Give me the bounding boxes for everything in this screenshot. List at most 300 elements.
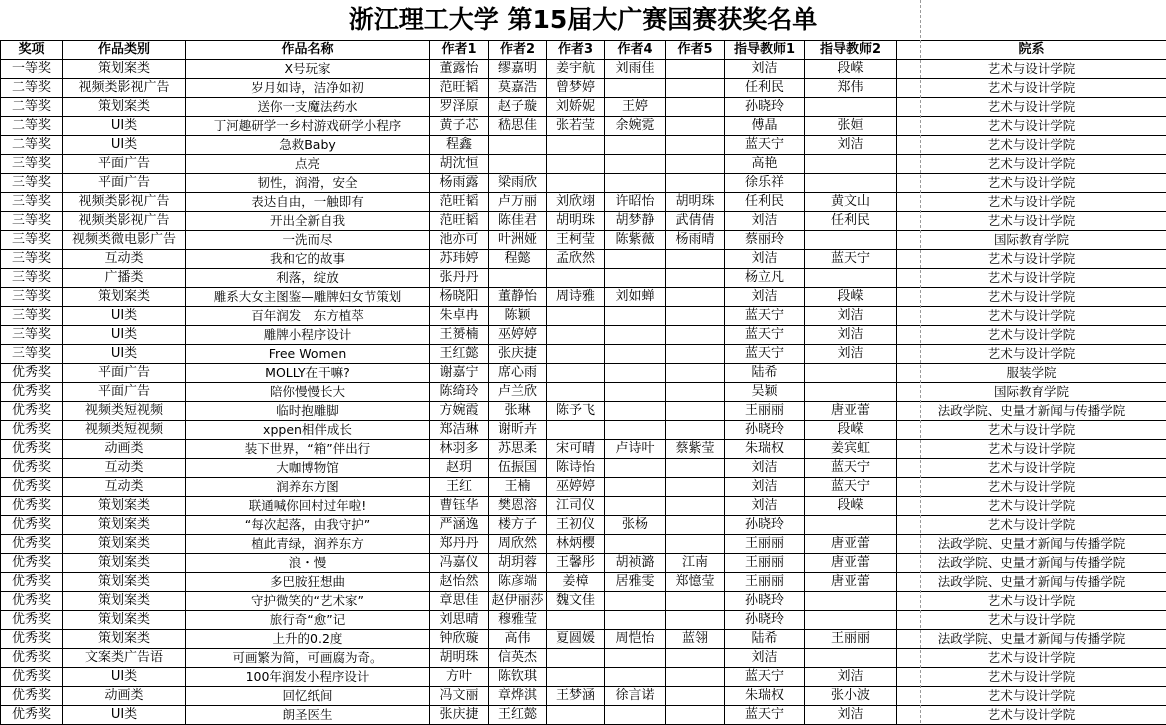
advisor2-cell[interactable] bbox=[805, 383, 897, 402]
award-cell[interactable]: 三等奖 bbox=[1, 212, 63, 231]
table-row[interactable] bbox=[1, 269, 1166, 288]
author2-cell[interactable]: 嵇思佳 bbox=[489, 117, 547, 136]
advisor2-cell[interactable]: 刘洁 bbox=[805, 668, 897, 687]
author1-cell[interactable]: 胡明珠 bbox=[430, 649, 489, 668]
author4-cell[interactable]: 徐言诺 bbox=[605, 687, 666, 706]
author1-cell[interactable]: 郑洁琳 bbox=[430, 421, 489, 440]
author1-cell[interactable]: 范旺韬 bbox=[430, 79, 489, 98]
author1-cell[interactable]: 方叶 bbox=[430, 668, 489, 687]
work-title-cell[interactable]: 浪・慢 bbox=[186, 554, 430, 573]
author3-cell[interactable]: 江司仪 bbox=[547, 497, 605, 516]
author5-cell[interactable] bbox=[666, 649, 725, 668]
author4-cell[interactable] bbox=[605, 269, 666, 288]
award-cell[interactable]: 优秀奖 bbox=[1, 402, 63, 421]
column-header[interactable]: 作者2 bbox=[489, 41, 547, 60]
advisor2-cell[interactable]: 唐亚蕾 bbox=[805, 554, 897, 573]
department-cell[interactable]: 艺术与设计学院 bbox=[897, 497, 1166, 516]
author4-cell[interactable] bbox=[605, 478, 666, 497]
author3-cell[interactable] bbox=[547, 383, 605, 402]
table-row[interactable] bbox=[1, 459, 1166, 478]
advisor2-cell[interactable] bbox=[805, 231, 897, 250]
table-row[interactable] bbox=[1, 155, 1166, 174]
work-title-cell[interactable]: 一洗而尽 bbox=[186, 231, 430, 250]
work-title-cell[interactable]: X号玩家 bbox=[186, 60, 430, 79]
author1-cell[interactable]: 胡沈恒 bbox=[430, 155, 489, 174]
author3-cell[interactable]: 刘欣翊 bbox=[547, 193, 605, 212]
author1-cell[interactable]: 陈绮玲 bbox=[430, 383, 489, 402]
author5-cell[interactable] bbox=[666, 706, 725, 725]
advisor1-cell[interactable]: 王丽丽 bbox=[725, 554, 805, 573]
table-row[interactable] bbox=[1, 250, 1166, 269]
advisor1-cell[interactable]: 刘洁 bbox=[725, 459, 805, 478]
advisor1-cell[interactable]: 蓝天宁 bbox=[725, 345, 805, 364]
author1-cell[interactable]: 范旺韬 bbox=[430, 212, 489, 231]
category-cell[interactable]: 策划案类 bbox=[63, 288, 186, 307]
author3-cell[interactable]: 王梦涵 bbox=[547, 687, 605, 706]
advisor1-cell[interactable]: 高艳 bbox=[725, 155, 805, 174]
advisor2-cell[interactable] bbox=[805, 516, 897, 535]
advisor1-cell[interactable]: 孙晓玲 bbox=[725, 98, 805, 117]
table-row[interactable] bbox=[1, 535, 1166, 554]
award-cell[interactable]: 优秀奖 bbox=[1, 687, 63, 706]
table-row[interactable] bbox=[1, 611, 1166, 630]
author5-cell[interactable]: 武倩倩 bbox=[666, 212, 725, 231]
author2-cell[interactable]: 楼方子 bbox=[489, 516, 547, 535]
table-row[interactable] bbox=[1, 79, 1166, 98]
author5-cell[interactable] bbox=[666, 592, 725, 611]
award-cell[interactable]: 三等奖 bbox=[1, 250, 63, 269]
category-cell[interactable]: 平面广告 bbox=[63, 174, 186, 193]
author2-cell[interactable]: 王楠 bbox=[489, 478, 547, 497]
author3-cell[interactable]: 孟欣然 bbox=[547, 250, 605, 269]
column-header[interactable]: 作者5 bbox=[666, 41, 725, 60]
award-cell[interactable]: 优秀奖 bbox=[1, 630, 63, 649]
advisor2-cell[interactable] bbox=[805, 269, 897, 288]
author3-cell[interactable] bbox=[547, 136, 605, 155]
category-cell[interactable]: 视频类微电影广告 bbox=[63, 231, 186, 250]
award-cell[interactable]: 三等奖 bbox=[1, 345, 63, 364]
author2-cell[interactable]: 苏思柔 bbox=[489, 440, 547, 459]
author1-cell[interactable]: 钟欣璇 bbox=[430, 630, 489, 649]
author1-cell[interactable]: 冯嘉仪 bbox=[430, 554, 489, 573]
award-cell[interactable]: 三等奖 bbox=[1, 326, 63, 345]
column-header[interactable]: 作者3 bbox=[547, 41, 605, 60]
author5-cell[interactable] bbox=[666, 497, 725, 516]
author1-cell[interactable]: 黄子芯 bbox=[430, 117, 489, 136]
department-cell[interactable]: 艺术与设计学院 bbox=[897, 250, 1166, 269]
work-title-cell[interactable]: 植此青绿，润养东方 bbox=[186, 535, 430, 554]
author4-cell[interactable] bbox=[605, 649, 666, 668]
category-cell[interactable]: 策划案类 bbox=[63, 535, 186, 554]
author1-cell[interactable]: 赵怡然 bbox=[430, 573, 489, 592]
author4-cell[interactable] bbox=[605, 155, 666, 174]
column-header[interactable]: 指导教师2 bbox=[805, 41, 897, 60]
author2-cell[interactable]: 张庆捷 bbox=[489, 345, 547, 364]
author5-cell[interactable] bbox=[666, 60, 725, 79]
award-cell[interactable]: 三等奖 bbox=[1, 307, 63, 326]
table-row[interactable] bbox=[1, 364, 1166, 383]
category-cell[interactable]: 策划案类 bbox=[63, 592, 186, 611]
author3-cell[interactable]: 姜樟 bbox=[547, 573, 605, 592]
author1-cell[interactable]: 冯文丽 bbox=[430, 687, 489, 706]
award-cell[interactable]: 一等奖 bbox=[1, 60, 63, 79]
work-title-cell[interactable]: “每次起落，由我守护” bbox=[186, 516, 430, 535]
category-cell[interactable]: 文案类广告语 bbox=[63, 649, 186, 668]
work-title-cell[interactable]: 开出全新自我 bbox=[186, 212, 430, 231]
award-cell[interactable]: 三等奖 bbox=[1, 231, 63, 250]
author5-cell[interactable] bbox=[666, 687, 725, 706]
category-cell[interactable]: UI类 bbox=[63, 136, 186, 155]
table-row[interactable] bbox=[1, 687, 1166, 706]
author4-cell[interactable]: 刘雨佳 bbox=[605, 60, 666, 79]
author2-cell[interactable]: 穆雅莹 bbox=[489, 611, 547, 630]
advisor2-cell[interactable]: 蓝天宁 bbox=[805, 250, 897, 269]
advisor1-cell[interactable]: 刘洁 bbox=[725, 60, 805, 79]
department-cell[interactable]: 艺术与设计学院 bbox=[897, 611, 1166, 630]
author2-cell[interactable]: 高伟 bbox=[489, 630, 547, 649]
work-title-cell[interactable]: 润养东方图 bbox=[186, 478, 430, 497]
advisor2-cell[interactable]: 唐亚蕾 bbox=[805, 535, 897, 554]
work-title-cell[interactable]: 我和它的故事 bbox=[186, 250, 430, 269]
department-cell[interactable]: 艺术与设计学院 bbox=[897, 307, 1166, 326]
advisor2-cell[interactable]: 段嵘 bbox=[805, 421, 897, 440]
advisor1-cell[interactable]: 孙晓玲 bbox=[725, 516, 805, 535]
work-title-cell[interactable]: 回忆纸间 bbox=[186, 687, 430, 706]
advisor2-cell[interactable]: 唐亚蕾 bbox=[805, 402, 897, 421]
department-cell[interactable]: 艺术与设计学院 bbox=[897, 212, 1166, 231]
category-cell[interactable]: 动画类 bbox=[63, 440, 186, 459]
advisor1-cell[interactable]: 徐乐祥 bbox=[725, 174, 805, 193]
department-cell[interactable]: 艺术与设计学院 bbox=[897, 269, 1166, 288]
column-header[interactable]: 作者4 bbox=[605, 41, 666, 60]
author3-cell[interactable]: 张若莹 bbox=[547, 117, 605, 136]
category-cell[interactable]: UI类 bbox=[63, 345, 186, 364]
author1-cell[interactable]: 杨晓阳 bbox=[430, 288, 489, 307]
work-title-cell[interactable]: 急救Baby bbox=[186, 136, 430, 155]
author1-cell[interactable]: 谢嘉宁 bbox=[430, 364, 489, 383]
table-row[interactable] bbox=[1, 573, 1166, 592]
author3-cell[interactable]: 曾梦婷 bbox=[547, 79, 605, 98]
department-cell[interactable]: 艺术与设计学院 bbox=[897, 478, 1166, 497]
author3-cell[interactable] bbox=[547, 421, 605, 440]
advisor1-cell[interactable]: 朱瑞权 bbox=[725, 687, 805, 706]
table-row[interactable] bbox=[1, 478, 1166, 497]
author5-cell[interactable]: 蓝翎 bbox=[666, 630, 725, 649]
category-cell[interactable]: 视频类影视广告 bbox=[63, 193, 186, 212]
author2-cell[interactable] bbox=[489, 269, 547, 288]
author4-cell[interactable] bbox=[605, 79, 666, 98]
work-title-cell[interactable]: 临时抱雕脚 bbox=[186, 402, 430, 421]
work-title-cell[interactable]: 百年润发 东方植萃 bbox=[186, 307, 430, 326]
category-cell[interactable]: UI类 bbox=[63, 326, 186, 345]
work-title-cell[interactable]: 雕系大女主图鉴—雕牌妇女节策划 bbox=[186, 288, 430, 307]
category-cell[interactable]: UI类 bbox=[63, 668, 186, 687]
advisor1-cell[interactable]: 刘洁 bbox=[725, 288, 805, 307]
author3-cell[interactable] bbox=[547, 706, 605, 725]
author2-cell[interactable]: 谢昕卉 bbox=[489, 421, 547, 440]
column-header[interactable]: 院系 bbox=[897, 41, 1166, 60]
author2-cell[interactable]: 卢万丽 bbox=[489, 193, 547, 212]
advisor2-cell[interactable]: 王丽丽 bbox=[805, 630, 897, 649]
award-cell[interactable]: 优秀奖 bbox=[1, 383, 63, 402]
author5-cell[interactable]: 江南 bbox=[666, 554, 725, 573]
author2-cell[interactable] bbox=[489, 155, 547, 174]
department-cell[interactable]: 艺术与设计学院 bbox=[897, 649, 1166, 668]
work-title-cell[interactable]: 上升的0.2度 bbox=[186, 630, 430, 649]
author3-cell[interactable]: 林炳樱 bbox=[547, 535, 605, 554]
table-row[interactable] bbox=[1, 592, 1166, 611]
category-cell[interactable]: 平面广告 bbox=[63, 364, 186, 383]
work-title-cell[interactable]: 送你一支魔法药水 bbox=[186, 98, 430, 117]
advisor2-cell[interactable] bbox=[805, 98, 897, 117]
author3-cell[interactable]: 王初仪 bbox=[547, 516, 605, 535]
category-cell[interactable]: 平面广告 bbox=[63, 155, 186, 174]
advisor1-cell[interactable]: 朱瑞权 bbox=[725, 440, 805, 459]
advisor1-cell[interactable]: 孙晓玲 bbox=[725, 592, 805, 611]
advisor1-cell[interactable]: 任利民 bbox=[725, 193, 805, 212]
table-row[interactable] bbox=[1, 345, 1166, 364]
author5-cell[interactable]: 郑憶莹 bbox=[666, 573, 725, 592]
author4-cell[interactable] bbox=[605, 668, 666, 687]
advisor1-cell[interactable]: 王丽丽 bbox=[725, 402, 805, 421]
author3-cell[interactable]: 王柯莹 bbox=[547, 231, 605, 250]
author1-cell[interactable]: 苏玮婷 bbox=[430, 250, 489, 269]
work-title-cell[interactable]: 装下世界，“箱”伴出行 bbox=[186, 440, 430, 459]
department-cell[interactable]: 法政学院、史量才新闻与传播学院 bbox=[897, 630, 1166, 649]
department-cell[interactable]: 法政学院、史量才新闻与传播学院 bbox=[897, 402, 1166, 421]
author5-cell[interactable] bbox=[666, 668, 725, 687]
author4-cell[interactable] bbox=[605, 706, 666, 725]
author3-cell[interactable] bbox=[547, 155, 605, 174]
author2-cell[interactable]: 陈颖 bbox=[489, 307, 547, 326]
author4-cell[interactable]: 王婷 bbox=[605, 98, 666, 117]
column-header[interactable]: 作品类别 bbox=[63, 41, 186, 60]
author3-cell[interactable] bbox=[547, 307, 605, 326]
advisor1-cell[interactable]: 杨立凡 bbox=[725, 269, 805, 288]
author1-cell[interactable]: 董露怡 bbox=[430, 60, 489, 79]
table-row[interactable] bbox=[1, 60, 1166, 79]
advisor1-cell[interactable]: 孙晓玲 bbox=[725, 611, 805, 630]
author5-cell[interactable] bbox=[666, 269, 725, 288]
table-row[interactable] bbox=[1, 668, 1166, 687]
author4-cell[interactable] bbox=[605, 421, 666, 440]
author4-cell[interactable] bbox=[605, 307, 666, 326]
author5-cell[interactable] bbox=[666, 402, 725, 421]
author2-cell[interactable]: 缪嘉明 bbox=[489, 60, 547, 79]
advisor2-cell[interactable]: 蓝天宁 bbox=[805, 459, 897, 478]
department-cell[interactable]: 艺术与设计学院 bbox=[897, 60, 1166, 79]
author5-cell[interactable] bbox=[666, 364, 725, 383]
award-cell[interactable]: 优秀奖 bbox=[1, 421, 63, 440]
author1-cell[interactable]: 罗泽原 bbox=[430, 98, 489, 117]
category-cell[interactable]: 视频类影视广告 bbox=[63, 212, 186, 231]
author1-cell[interactable]: 王红懿 bbox=[430, 345, 489, 364]
author5-cell[interactable] bbox=[666, 535, 725, 554]
department-cell[interactable]: 艺术与设计学院 bbox=[897, 421, 1166, 440]
author2-cell[interactable]: 叶洲娅 bbox=[489, 231, 547, 250]
table-row[interactable] bbox=[1, 288, 1166, 307]
table-row[interactable] bbox=[1, 497, 1166, 516]
author5-cell[interactable] bbox=[666, 307, 725, 326]
award-cell[interactable]: 优秀奖 bbox=[1, 364, 63, 383]
author4-cell[interactable] bbox=[605, 592, 666, 611]
advisor2-cell[interactable]: 蓝天宁 bbox=[805, 478, 897, 497]
author1-cell[interactable]: 刘思晴 bbox=[430, 611, 489, 630]
author2-cell[interactable]: 程懿 bbox=[489, 250, 547, 269]
advisor2-cell[interactable]: 姜宾虹 bbox=[805, 440, 897, 459]
department-cell[interactable]: 艺术与设计学院 bbox=[897, 668, 1166, 687]
advisor1-cell[interactable]: 蔡丽玲 bbox=[725, 231, 805, 250]
author5-cell[interactable] bbox=[666, 136, 725, 155]
department-cell[interactable]: 艺术与设计学院 bbox=[897, 592, 1166, 611]
advisor2-cell[interactable] bbox=[805, 155, 897, 174]
author2-cell[interactable]: 梁雨欣 bbox=[489, 174, 547, 193]
author5-cell[interactable] bbox=[666, 383, 725, 402]
author3-cell[interactable] bbox=[547, 611, 605, 630]
award-cell[interactable]: 优秀奖 bbox=[1, 440, 63, 459]
award-cell[interactable]: 优秀奖 bbox=[1, 478, 63, 497]
award-cell[interactable]: 三等奖 bbox=[1, 269, 63, 288]
category-cell[interactable]: 互动类 bbox=[63, 478, 186, 497]
department-cell[interactable]: 艺术与设计学院 bbox=[897, 98, 1166, 117]
author5-cell[interactable] bbox=[666, 98, 725, 117]
author4-cell[interactable] bbox=[605, 402, 666, 421]
author1-cell[interactable]: 方婉霞 bbox=[430, 402, 489, 421]
table-row[interactable] bbox=[1, 231, 1166, 250]
department-cell[interactable]: 艺术与设计学院 bbox=[897, 174, 1166, 193]
advisor2-cell[interactable]: 张姮 bbox=[805, 117, 897, 136]
table-row[interactable] bbox=[1, 649, 1166, 668]
award-cell[interactable]: 优秀奖 bbox=[1, 706, 63, 725]
author4-cell[interactable]: 许昭怡 bbox=[605, 193, 666, 212]
department-cell[interactable]: 艺术与设计学院 bbox=[897, 687, 1166, 706]
author2-cell[interactable]: 王红懿 bbox=[489, 706, 547, 725]
work-title-cell[interactable]: 守护微笑的“艺术家” bbox=[186, 592, 430, 611]
table-row[interactable] bbox=[1, 193, 1166, 212]
author1-cell[interactable]: 朱卓冉 bbox=[430, 307, 489, 326]
award-cell[interactable]: 二等奖 bbox=[1, 117, 63, 136]
author2-cell[interactable]: 席心雨 bbox=[489, 364, 547, 383]
work-title-cell[interactable]: 利落，绽放 bbox=[186, 269, 430, 288]
category-cell[interactable]: 互动类 bbox=[63, 459, 186, 478]
advisor1-cell[interactable]: 吴颖 bbox=[725, 383, 805, 402]
author3-cell[interactable] bbox=[547, 174, 605, 193]
author1-cell[interactable]: 杨雨露 bbox=[430, 174, 489, 193]
work-title-cell[interactable]: MOLLY在干嘛? bbox=[186, 364, 430, 383]
column-header[interactable]: 指导教师1 bbox=[725, 41, 805, 60]
author4-cell[interactable] bbox=[605, 611, 666, 630]
advisor2-cell[interactable]: 刘洁 bbox=[805, 136, 897, 155]
award-cell[interactable]: 优秀奖 bbox=[1, 668, 63, 687]
award-cell[interactable]: 二等奖 bbox=[1, 98, 63, 117]
author5-cell[interactable] bbox=[666, 117, 725, 136]
work-title-cell[interactable]: xppen相伴成长 bbox=[186, 421, 430, 440]
advisor1-cell[interactable]: 傅晶 bbox=[725, 117, 805, 136]
author3-cell[interactable]: 姜宇航 bbox=[547, 60, 605, 79]
author4-cell[interactable]: 刘如蝉 bbox=[605, 288, 666, 307]
work-title-cell[interactable]: 朗圣医生 bbox=[186, 706, 430, 725]
advisor2-cell[interactable]: 刘洁 bbox=[805, 307, 897, 326]
author3-cell[interactable]: 王馨彤 bbox=[547, 554, 605, 573]
work-title-cell[interactable]: 表达自由，一触即有 bbox=[186, 193, 430, 212]
author4-cell[interactable]: 余婉霓 bbox=[605, 117, 666, 136]
department-cell[interactable]: 法政学院、史量才新闻与传播学院 bbox=[897, 535, 1166, 554]
author2-cell[interactable]: 陈彦端 bbox=[489, 573, 547, 592]
author2-cell[interactable]: 张琳 bbox=[489, 402, 547, 421]
author4-cell[interactable] bbox=[605, 364, 666, 383]
author5-cell[interactable] bbox=[666, 155, 725, 174]
advisor1-cell[interactable]: 蓝天宁 bbox=[725, 706, 805, 725]
category-cell[interactable]: 策划案类 bbox=[63, 554, 186, 573]
work-title-cell[interactable]: 丁河趣研学一乡村游戏研学小程序 bbox=[186, 117, 430, 136]
author1-cell[interactable]: 严涵逸 bbox=[430, 516, 489, 535]
author4-cell[interactable] bbox=[605, 535, 666, 554]
award-cell[interactable]: 三等奖 bbox=[1, 288, 63, 307]
work-title-cell[interactable]: 岁月如诗，洁净如初 bbox=[186, 79, 430, 98]
category-cell[interactable]: 动画类 bbox=[63, 687, 186, 706]
department-cell[interactable]: 艺术与设计学院 bbox=[897, 117, 1166, 136]
advisor1-cell[interactable]: 王丽丽 bbox=[725, 573, 805, 592]
department-cell[interactable]: 法政学院、史量才新闻与传播学院 bbox=[897, 573, 1166, 592]
author3-cell[interactable] bbox=[547, 668, 605, 687]
author2-cell[interactable]: 陈佳君 bbox=[489, 212, 547, 231]
table-row[interactable] bbox=[1, 326, 1166, 345]
award-cell[interactable]: 优秀奖 bbox=[1, 573, 63, 592]
table-row[interactable] bbox=[1, 516, 1166, 535]
author3-cell[interactable] bbox=[547, 345, 605, 364]
table-row[interactable] bbox=[1, 136, 1166, 155]
author4-cell[interactable]: 胡祯潞 bbox=[605, 554, 666, 573]
author3-cell[interactable] bbox=[547, 649, 605, 668]
award-cell[interactable]: 优秀奖 bbox=[1, 516, 63, 535]
department-cell[interactable]: 艺术与设计学院 bbox=[897, 79, 1166, 98]
award-cell[interactable]: 三等奖 bbox=[1, 193, 63, 212]
author5-cell[interactable] bbox=[666, 174, 725, 193]
award-cell[interactable]: 优秀奖 bbox=[1, 592, 63, 611]
advisor1-cell[interactable]: 蓝天宁 bbox=[725, 326, 805, 345]
category-cell[interactable]: 广播类 bbox=[63, 269, 186, 288]
advisor2-cell[interactable]: 刘洁 bbox=[805, 326, 897, 345]
award-cell[interactable]: 三等奖 bbox=[1, 174, 63, 193]
category-cell[interactable]: 视频类影视广告 bbox=[63, 79, 186, 98]
author4-cell[interactable] bbox=[605, 459, 666, 478]
advisor1-cell[interactable]: 蓝天宁 bbox=[725, 136, 805, 155]
category-cell[interactable]: 视频类短视频 bbox=[63, 402, 186, 421]
author4-cell[interactable] bbox=[605, 383, 666, 402]
author4-cell[interactable]: 周恺怡 bbox=[605, 630, 666, 649]
author2-cell[interactable]: 胡玥蓉 bbox=[489, 554, 547, 573]
award-cell[interactable]: 优秀奖 bbox=[1, 497, 63, 516]
advisor1-cell[interactable]: 蓝天宁 bbox=[725, 668, 805, 687]
advisor2-cell[interactable] bbox=[805, 174, 897, 193]
category-cell[interactable]: UI类 bbox=[63, 307, 186, 326]
author2-cell[interactable]: 周欣然 bbox=[489, 535, 547, 554]
work-title-cell[interactable]: 大咖博物馆 bbox=[186, 459, 430, 478]
department-cell[interactable]: 艺术与设计学院 bbox=[897, 155, 1166, 174]
advisor2-cell[interactable] bbox=[805, 592, 897, 611]
author1-cell[interactable]: 池亦可 bbox=[430, 231, 489, 250]
table-row[interactable] bbox=[1, 117, 1166, 136]
category-cell[interactable]: 策划案类 bbox=[63, 630, 186, 649]
advisor1-cell[interactable]: 任利民 bbox=[725, 79, 805, 98]
department-cell[interactable]: 国际教育学院 bbox=[897, 231, 1166, 250]
author2-cell[interactable]: 陈钦琪 bbox=[489, 668, 547, 687]
table-row[interactable] bbox=[1, 421, 1166, 440]
author4-cell[interactable] bbox=[605, 345, 666, 364]
advisor1-cell[interactable]: 蓝天宁 bbox=[725, 307, 805, 326]
author1-cell[interactable]: 郑丹丹 bbox=[430, 535, 489, 554]
author5-cell[interactable]: 胡明珠 bbox=[666, 193, 725, 212]
